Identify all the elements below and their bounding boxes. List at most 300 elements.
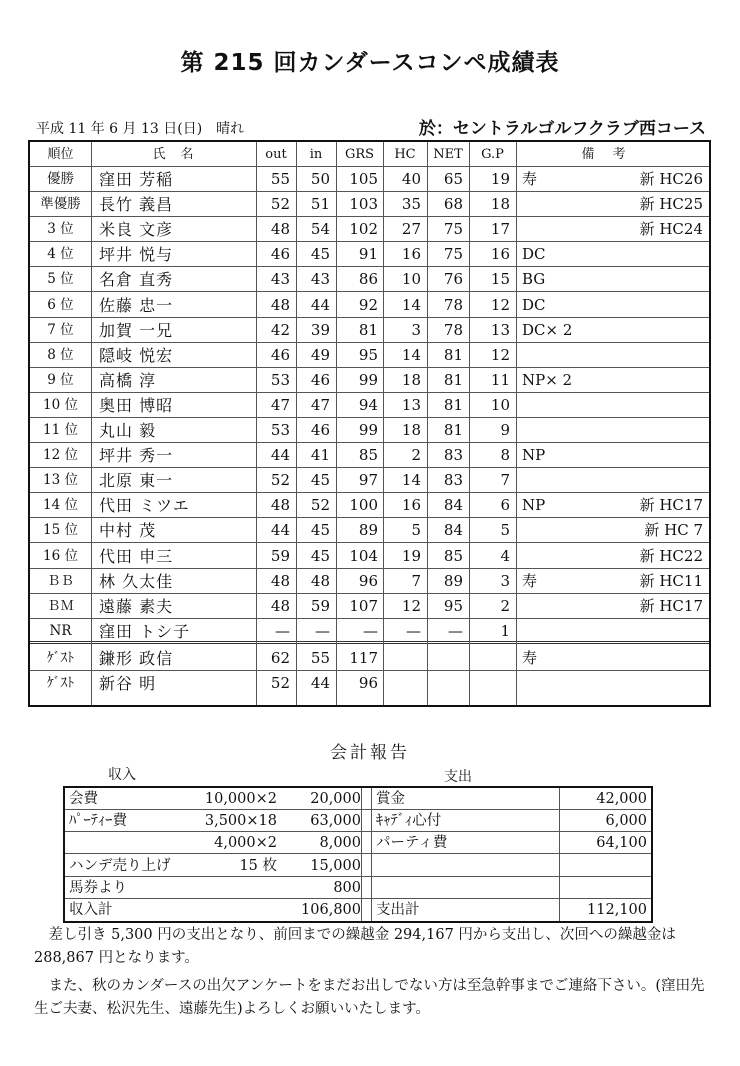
gross-score: 102	[349, 220, 378, 239]
handicap: 27	[401, 220, 421, 239]
handicap: 18	[401, 421, 421, 439]
handicap: 18	[401, 370, 421, 389]
rank: 準優勝	[40, 196, 81, 213]
player-name: 窪田 トシ子	[99, 621, 191, 641]
player-row	[30, 318, 709, 343]
rank: ｹﾞｽﾄ	[47, 675, 74, 691]
in-score: 47	[310, 395, 330, 414]
rank: 12 位	[43, 447, 78, 464]
remark	[516, 619, 636, 641]
gross-score: 92	[358, 295, 378, 314]
rank: 6 位	[47, 296, 74, 313]
new-handicap: 新 HC17	[639, 496, 703, 515]
income-calc: 3,500×18	[204, 813, 277, 830]
player-name: 林 久太佳	[99, 571, 174, 591]
handicap: 16	[401, 245, 421, 264]
income-calc	[185, 899, 277, 921]
handicap: 16	[401, 496, 421, 515]
gross-score: 99	[358, 421, 378, 439]
player-row	[30, 493, 709, 518]
column-divider	[256, 142, 257, 705]
player-name: 代田 申三	[99, 546, 174, 566]
new-handicap	[620, 343, 709, 367]
handicap: 3	[411, 320, 421, 339]
new-handicap	[620, 418, 709, 442]
header-remarks: 備考	[581, 147, 644, 162]
gross-score: 103	[349, 195, 378, 214]
gross-score: 81	[358, 320, 378, 339]
player-row	[30, 368, 709, 393]
player-row	[30, 293, 709, 318]
remark	[516, 192, 636, 216]
rank: 15 位	[43, 522, 78, 539]
player-row	[30, 217, 709, 242]
out-score: 48	[270, 596, 290, 615]
accounting-title: 会計報告	[330, 743, 410, 763]
gross-score: 99	[358, 370, 378, 389]
net-score: 81	[443, 395, 463, 414]
rank: 11 位	[43, 422, 78, 438]
expense-item: パーティ費	[376, 835, 448, 852]
remark	[516, 468, 636, 492]
income-amount: 63,000	[310, 813, 361, 830]
score-table-header	[30, 142, 709, 167]
header-out: out	[265, 147, 287, 162]
guest-row	[30, 646, 709, 671]
handicap: —	[406, 621, 421, 640]
weather: 晴れ	[216, 121, 245, 137]
in-score: 48	[310, 571, 330, 590]
player-name: 窪田 芳稲	[99, 170, 174, 189]
player-row	[30, 468, 709, 493]
net-score: 78	[443, 320, 463, 339]
handicap: 12	[401, 596, 421, 615]
new-handicap	[620, 368, 709, 392]
handicap: 13	[401, 395, 421, 414]
expense-amount	[555, 877, 647, 898]
out-score: 44	[270, 446, 290, 465]
header-net: NET	[433, 147, 463, 162]
handicap: 14	[401, 345, 421, 364]
rank: 5 位	[47, 271, 74, 288]
player-row	[30, 393, 709, 418]
player-name: 加賀 一兄	[99, 320, 174, 340]
grand-points: 12	[490, 295, 510, 314]
net-score: 81	[443, 370, 463, 389]
income-calc	[185, 877, 277, 898]
in-score: 46	[310, 370, 330, 389]
rank: NR	[49, 622, 72, 639]
page-title: 第 215 回カンダースコンペ成績表	[180, 50, 560, 76]
header-rank: 順位	[47, 147, 74, 162]
net-score: 83	[443, 471, 463, 490]
new-handicap: 新 HC26	[639, 170, 703, 188]
grand-points: 4	[500, 546, 510, 565]
gross-score: 94	[358, 395, 378, 414]
remark	[516, 518, 636, 542]
player-row	[30, 343, 709, 368]
remark	[516, 343, 636, 367]
rank: 8 位	[47, 346, 74, 363]
event-date-line	[36, 118, 244, 138]
grand-points: 17	[490, 220, 510, 239]
expense-amount: 6,000	[605, 813, 647, 830]
new-handicap	[620, 468, 709, 492]
rank: 7 位	[47, 321, 74, 338]
column-divider	[296, 142, 297, 705]
remark: NP	[522, 446, 546, 465]
header-in: in	[309, 147, 323, 162]
grand-points: 13	[490, 320, 510, 339]
out-score: 52	[270, 195, 290, 214]
grand-points	[469, 671, 516, 696]
column-divider	[336, 142, 337, 705]
grand-points: 1	[500, 621, 510, 640]
gross-score: 86	[358, 270, 378, 289]
remark	[516, 671, 636, 696]
income-amount: 20,000	[310, 791, 361, 807]
out-score: 48	[270, 571, 290, 590]
out-score: 47	[270, 395, 290, 414]
in-score: 59	[310, 596, 330, 615]
new-handicap: 新 HC25	[639, 195, 703, 214]
remark: 寿	[522, 648, 538, 667]
net-score: 83	[443, 446, 463, 465]
player-name: 名倉 直秀	[99, 270, 174, 290]
new-handicap	[620, 443, 709, 467]
event-date: 平成 11 年 6 月 13 日(日)	[36, 121, 203, 137]
player-name: 遠藤 素夫	[99, 596, 174, 616]
remark: DC	[522, 295, 546, 314]
player-name: 隠岐 悦宏	[99, 345, 174, 365]
net-score: 78	[443, 295, 463, 314]
grand-points: 5	[500, 521, 510, 540]
in-score: 50	[310, 170, 330, 188]
gross-score: 107	[349, 596, 378, 615]
in-score: 55	[310, 648, 330, 667]
income-label: 収入	[108, 767, 136, 783]
new-handicap: 新 HC 7	[644, 521, 703, 540]
gross-score: 117	[349, 648, 378, 667]
gross-score: —	[363, 621, 378, 640]
player-name: 中村 茂	[99, 521, 157, 541]
out-score: 53	[270, 421, 290, 439]
handicap: 14	[401, 295, 421, 314]
net-score: 89	[443, 571, 463, 590]
new-handicap: 新 HC17	[639, 596, 703, 615]
income-amount: 106,800	[301, 902, 361, 918]
handicap: 19	[401, 546, 421, 565]
player-name: 北原 東一	[99, 471, 174, 491]
income-calc: 4,000×2	[214, 835, 277, 852]
handicap: 14	[401, 471, 421, 490]
remark: DC	[522, 245, 546, 264]
player-row	[30, 594, 709, 619]
header-name: 氏 名	[152, 147, 195, 162]
rank: 14 位	[43, 497, 78, 514]
column-divider	[427, 142, 428, 705]
in-score: 49	[310, 345, 330, 364]
accounting-row	[65, 832, 651, 854]
in-score: 45	[310, 521, 330, 540]
player-row	[30, 242, 709, 267]
out-score: 46	[270, 245, 290, 264]
income-item: ﾊﾟｰﾃｨｰ費	[69, 813, 127, 830]
income-calc: 10,000×2	[204, 791, 277, 807]
net-score	[427, 671, 469, 696]
grand-points: 10	[490, 395, 510, 414]
handicap	[383, 646, 427, 670]
out-score: 52	[270, 674, 290, 692]
remark	[516, 393, 636, 417]
income-amount: 15,000	[310, 857, 361, 874]
in-score: 44	[310, 674, 330, 692]
out-score: 42	[270, 320, 290, 339]
in-score: —	[315, 621, 330, 640]
gross-score: 96	[358, 571, 378, 590]
remark: 寿	[522, 170, 538, 188]
new-handicap	[620, 318, 709, 342]
player-name: 佐藤 忠一	[99, 295, 174, 315]
note-paragraph: また、秋のカンダースの出欠アンケートをまだお出しでない方は至急幹事までご連絡下さい。(窪田先生ご夫妻、松沢先生、遠藤先生)よろしくお願いいたします。	[34, 978, 705, 1017]
grand-points	[469, 646, 516, 670]
expense-item: 賞金	[376, 791, 405, 807]
handicap	[383, 671, 427, 696]
in-score: 44	[310, 295, 330, 314]
handicap: 35	[401, 195, 421, 214]
net-score: 95	[443, 596, 463, 615]
new-handicap: 新 HC22	[639, 546, 703, 565]
out-score: 43	[270, 270, 290, 289]
player-name: 奥田 博昭	[99, 395, 174, 415]
rank: ＢＭ	[47, 597, 74, 614]
player-name: 新谷 明	[99, 674, 157, 693]
grand-points: 9	[500, 421, 510, 439]
in-score: 51	[310, 195, 330, 214]
grand-points: 7	[500, 471, 510, 490]
new-handicap	[620, 671, 709, 696]
gross-score: 100	[349, 496, 378, 515]
column-divider	[361, 788, 362, 921]
player-name: 鎌形 政信	[99, 648, 174, 668]
header-gp: G.P	[481, 147, 504, 162]
out-score: 46	[270, 345, 290, 364]
remark	[516, 544, 636, 568]
gross-score: 85	[358, 446, 378, 465]
player-row	[30, 619, 709, 644]
grand-points: 6	[500, 496, 510, 515]
net-score: 84	[443, 496, 463, 515]
player-row	[30, 192, 709, 217]
player-row	[30, 167, 709, 192]
new-handicap	[620, 393, 709, 417]
rank: 16 位	[43, 547, 78, 564]
player-name: 長竹 義昌	[99, 195, 174, 215]
grand-points: 11	[490, 370, 510, 389]
income-calc: 15 枚	[239, 857, 277, 874]
guest-row	[30, 671, 709, 696]
rank: 10 位	[43, 396, 78, 413]
remark	[516, 594, 636, 618]
player-row	[30, 569, 709, 594]
in-score: 45	[310, 245, 330, 264]
gross-score: 89	[358, 521, 378, 540]
in-score: 46	[310, 421, 330, 439]
gross-score: 105	[349, 170, 378, 188]
expense-item: ｷｬﾃﾞｨ心付	[376, 813, 442, 830]
accounting-row	[65, 877, 651, 899]
expense-item	[376, 855, 546, 876]
rank: ＢＢ	[47, 572, 74, 589]
expense-amount: 64,100	[596, 835, 647, 852]
remark	[516, 217, 636, 241]
out-score: 48	[270, 295, 290, 314]
in-score: 45	[310, 546, 330, 565]
net-score: 75	[443, 220, 463, 239]
expense-amount: 112,100	[587, 902, 647, 918]
grand-points: 12	[490, 345, 510, 364]
net-score: 75	[443, 245, 463, 264]
out-score: 44	[270, 521, 290, 540]
out-score: —	[275, 621, 290, 640]
gross-score: 97	[358, 471, 378, 490]
out-score: 62	[270, 648, 290, 667]
handicap: 10	[401, 270, 421, 289]
player-name: 坪井 悦与	[99, 245, 174, 265]
column-divider	[559, 788, 560, 921]
player-row	[30, 544, 709, 569]
income-item: 収入計	[69, 902, 113, 918]
in-score: 43	[310, 270, 330, 289]
player-row	[30, 518, 709, 543]
expense-item	[376, 877, 546, 898]
remark: DC× 2	[522, 320, 573, 339]
handicap: 7	[411, 571, 421, 590]
expense-label: 支出	[444, 769, 472, 785]
new-handicap	[620, 646, 709, 670]
net-score: 81	[443, 421, 463, 439]
handicap: 40	[401, 170, 421, 188]
rank: 13 位	[43, 472, 78, 489]
handicap: 2	[411, 446, 421, 465]
player-name: 高橋 淳	[99, 370, 157, 390]
remark: NP× 2	[522, 370, 573, 389]
column-divider	[383, 142, 384, 705]
income-item: 馬券より	[69, 879, 127, 896]
accounting-row	[65, 788, 651, 810]
player-row	[30, 443, 709, 468]
column-divider	[91, 142, 92, 705]
income-item	[69, 832, 189, 853]
header-hc: HC	[394, 147, 416, 162]
in-score: 52	[310, 496, 330, 515]
player-name: 米良 文彦	[99, 220, 174, 240]
rank: 優勝	[47, 171, 74, 187]
income-item: 会費	[69, 791, 98, 807]
grand-points: 19	[490, 170, 510, 188]
new-handicap: 新 HC24	[639, 220, 703, 239]
remark	[516, 418, 636, 442]
rank: ｹﾞｽﾄ	[47, 649, 74, 666]
rank: 9 位	[47, 371, 74, 388]
expense-item: 支出計	[376, 902, 420, 918]
out-score: 48	[270, 220, 290, 239]
net-score: 65	[443, 170, 463, 188]
gross-score: 95	[358, 345, 378, 364]
expense-amount: 42,000	[596, 791, 647, 807]
new-handicap	[620, 242, 709, 266]
new-handicap	[620, 267, 709, 291]
grand-points: 15	[490, 270, 510, 289]
gross-score: 104	[349, 546, 378, 565]
net-score	[427, 646, 469, 670]
new-handicap: 新 HC11	[639, 571, 703, 590]
net-score: 68	[443, 195, 463, 214]
net-score: 81	[443, 345, 463, 364]
grand-points: 3	[500, 571, 510, 590]
remark: 寿	[522, 571, 538, 590]
player-name: 坪井 秀一	[99, 446, 174, 466]
score-table	[28, 140, 711, 707]
grand-points: 8	[500, 446, 510, 465]
player-name: 丸山 毅	[99, 421, 157, 440]
grand-points: 2	[500, 596, 510, 615]
out-score: 52	[270, 471, 290, 490]
player-row	[30, 418, 709, 443]
net-score: 76	[443, 270, 463, 289]
income-item: ハンデ売り上げ	[69, 857, 171, 874]
expense-amount	[555, 855, 647, 876]
income-amount: 800	[333, 879, 361, 896]
remark: BG	[522, 270, 546, 289]
out-score: 53	[270, 370, 290, 389]
column-divider	[516, 142, 517, 705]
column-divider	[469, 142, 470, 705]
accounting-table	[63, 786, 653, 923]
in-score: 39	[310, 320, 330, 339]
new-handicap	[620, 293, 709, 317]
net-score: 85	[443, 546, 463, 565]
gross-score: 96	[358, 674, 378, 692]
rank: 3 位	[47, 221, 74, 238]
column-divider	[371, 788, 372, 921]
remark: NP	[522, 496, 546, 515]
new-handicap	[620, 619, 709, 641]
income-amount: 8,000	[319, 835, 361, 852]
venue: 於：セントラルゴルフクラブ西コース	[418, 119, 706, 139]
grand-points: 18	[490, 195, 510, 214]
rank: 4 位	[47, 246, 74, 263]
accounting-row	[65, 810, 651, 832]
notes	[34, 924, 710, 1021]
in-score: 54	[310, 220, 330, 239]
player-name: 代田 ミツエ	[99, 496, 190, 516]
gross-score: 91	[358, 245, 378, 264]
accounting-row	[65, 855, 651, 877]
in-score: 41	[310, 446, 330, 465]
net-score: 84	[443, 521, 463, 540]
handicap: 5	[411, 521, 421, 540]
net-score: —	[448, 621, 463, 640]
header-grs: GRS	[344, 147, 375, 162]
grand-points: 16	[490, 245, 510, 264]
in-score: 45	[310, 471, 330, 490]
note-paragraph: 差し引き 5,300 円の支出となり、前回までの繰越金 294,167 円から支出し、次回への繰越金は 288,867 円となります。	[34, 927, 676, 966]
out-score: 48	[270, 496, 290, 515]
total-row	[65, 899, 651, 921]
out-score: 59	[270, 546, 290, 565]
player-row	[30, 267, 709, 292]
